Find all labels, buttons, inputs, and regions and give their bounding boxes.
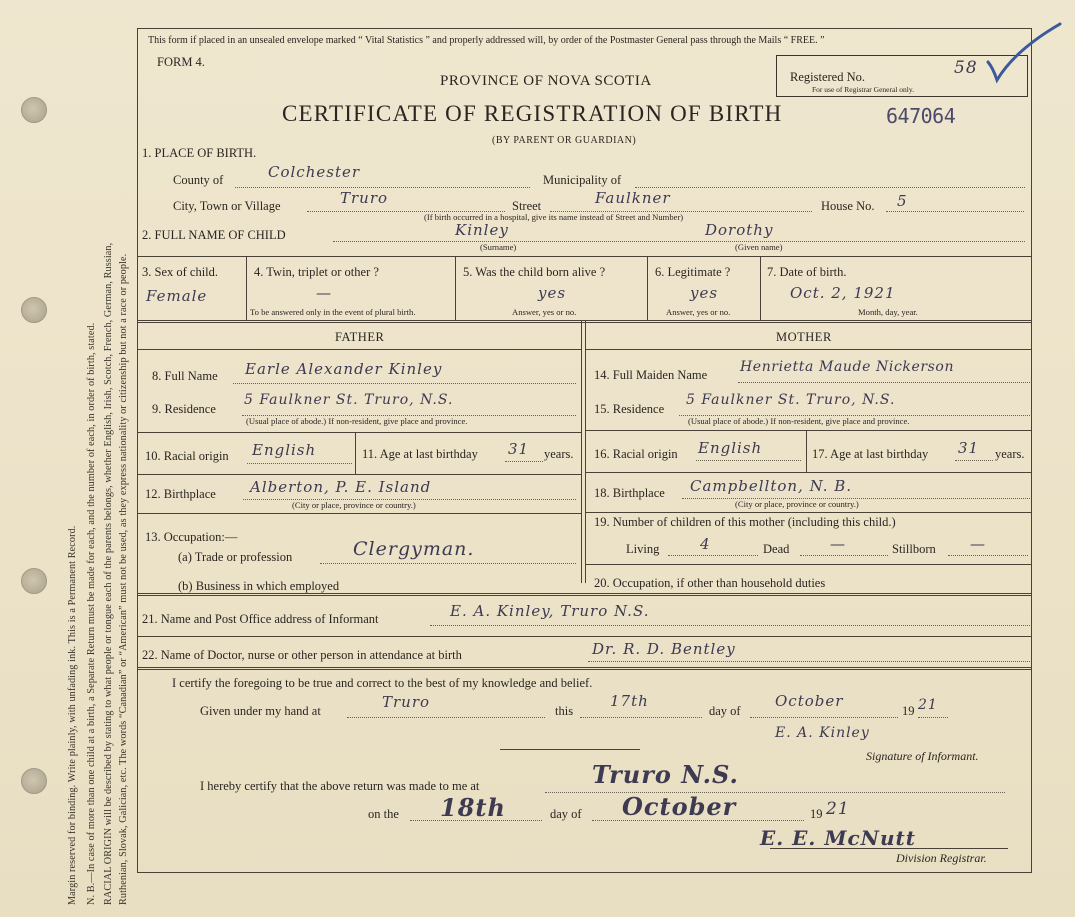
given-place-line — [347, 717, 545, 718]
section-divider — [138, 667, 1031, 670]
mother-name-line — [738, 382, 1030, 383]
living-label: Living — [626, 542, 660, 556]
check-mark-icon — [985, 22, 1063, 87]
mother-racial-line — [696, 460, 801, 461]
registrar-dayof-label: day of — [550, 807, 582, 821]
dead-label: Dead — [763, 542, 790, 556]
dead-line — [800, 555, 888, 556]
side-note-binding: Margin reserved for binding. Write plainly, with unfading ink. This is a Permanent Record. — [67, 525, 78, 905]
doctor-value: Dr. R. D. Bentley — [592, 640, 736, 658]
municipality-label: Municipality of — [543, 173, 622, 187]
given-dayof-label: day of — [709, 704, 741, 718]
row-divider — [138, 636, 1031, 637]
stillborn-line — [948, 555, 1028, 556]
registrar-signature: E. E. McNutt — [760, 826, 916, 850]
column-divider — [355, 432, 356, 474]
mother-name-value: Henrietta Maude Nickerson — [740, 359, 955, 375]
column-divider — [455, 256, 456, 320]
row-divider — [138, 349, 581, 350]
registered-number: 58 — [954, 58, 978, 78]
mother-birthplace-label: 18. Birthplace — [594, 486, 665, 500]
father-age-line — [505, 461, 543, 462]
registrar-on-label: on the — [368, 807, 399, 821]
twin-label: 4. Twin, triplet or other ? — [254, 265, 379, 279]
row-divider — [586, 430, 1031, 431]
certificate-number: 647064 — [886, 104, 956, 128]
row-divider — [138, 432, 581, 433]
form-number: FORM 4. — [157, 55, 205, 69]
informant-label: 21. Name and Post Office address of Informant — [142, 612, 379, 626]
child-surname: Kinley — [455, 221, 509, 239]
born-alive-value: yes — [538, 284, 567, 302]
city-label: City, Town or Village — [173, 199, 281, 213]
father-residence-value: 5 Faulkner St. Truro, N.S. — [244, 392, 454, 408]
mother-age-value: 31 — [958, 439, 980, 457]
mother-children-label: 19. Number of children of this mother (including this child.) — [594, 515, 896, 529]
given-year-line — [918, 717, 948, 718]
city-value: Truro — [340, 189, 389, 207]
short-rule — [500, 749, 640, 750]
dead-value: — — [830, 535, 846, 553]
this-label: this — [555, 704, 574, 718]
registrar-place-line — [545, 792, 1005, 793]
registrar-text: I hereby certify that the above return was made to me at — [200, 779, 480, 793]
given-year-value: 21 — [918, 697, 938, 713]
parents-center-divider — [581, 320, 582, 583]
mother-years-label: years. — [995, 447, 1025, 461]
row-divider — [138, 256, 1031, 257]
side-note-nb: N. B.—In case of more than one child at a birth, a Separate Return must be made for each, and the number of each, in order of birth, stated. — [86, 322, 97, 905]
father-residence-label: 9. Residence — [152, 402, 216, 416]
certify-text: I certify the foregoing to be true and correct to the best of my knowledge and belief. — [172, 676, 593, 690]
section-divider — [138, 593, 1031, 596]
father-birthplace-note: (City or place, province or country.) — [292, 500, 416, 510]
informant-signature: E. A. Kinley — [775, 725, 870, 741]
child-given-name: Dorothy — [705, 221, 774, 239]
given-place-value: Truro — [382, 693, 431, 711]
father-business-label: (b) Business in which employed — [178, 579, 340, 593]
binding-hole — [21, 297, 47, 323]
row-divider — [586, 472, 1031, 473]
certificate-title: CERTIFICATE OF REGISTRATION OF BIRTH — [282, 101, 783, 126]
mother-residence-label: 15. Residence — [594, 402, 665, 416]
twin-value: — — [316, 284, 332, 302]
county-line — [235, 187, 530, 188]
sex-label: 3. Sex of child. — [142, 265, 219, 279]
given-month-value: October — [775, 692, 844, 710]
child-name-line — [333, 241, 1025, 242]
house-number-value: 5 — [897, 192, 908, 210]
signature-line — [770, 848, 1008, 849]
row-divider — [138, 474, 581, 475]
birth-date-value: Oct. 2, 1921 — [790, 284, 896, 302]
mother-heading: MOTHER — [776, 330, 832, 344]
father-trade-value: Clergyman. — [353, 538, 475, 560]
born-alive-note: Answer, yes or no. — [512, 307, 577, 317]
registrar-day-value: 18th — [440, 793, 506, 822]
father-heading: FATHER — [335, 330, 385, 344]
binding-hole — [21, 97, 47, 123]
doctor-line — [588, 661, 1030, 662]
sex-value: Female — [146, 287, 208, 305]
row-divider — [586, 564, 1031, 565]
father-age-label: 11. Age at last birthday — [362, 447, 478, 461]
given-name-note: (Given name) — [735, 242, 783, 252]
binding-hole — [21, 568, 47, 594]
mother-racial-label: 16. Racial origin — [594, 447, 678, 461]
mother-name-label: 14. Full Maiden Name — [594, 368, 708, 382]
father-years-label: years. — [544, 447, 574, 461]
street-value: Faulkner — [595, 189, 671, 207]
side-note-racial-1: RACIAL ORIGIN will be described by stating to what people or tongue each of the parents belongs, whether English, Irish, Scotch, French, German, Russian, — [103, 242, 114, 905]
mother-racial-value: English — [698, 439, 763, 457]
given-under-label: Given under my hand at — [200, 704, 321, 718]
mother-residence-value: 5 Faulkner St. Truro, N.S. — [686, 392, 896, 408]
row-divider — [586, 512, 1031, 513]
living-line — [668, 555, 758, 556]
twin-note: To be answered only in the event of plural birth. — [250, 307, 416, 317]
hospital-note: (If birth occurred in a hospital, give its name instead of Street and Number) — [424, 212, 684, 222]
birth-date-note: Month, day, year. — [858, 307, 918, 317]
legitimate-label: 6. Legitimate ? — [655, 265, 731, 279]
certificate-subtitle: (BY PARENT OR GUARDIAN) — [492, 135, 637, 146]
given-year-prefix: 19 — [902, 704, 915, 718]
column-divider — [806, 430, 807, 472]
parents-center-divider — [585, 320, 586, 583]
informant-signature-label: Signature of Informant. — [866, 749, 979, 763]
child-name-label: 2. FULL NAME OF CHILD — [142, 228, 286, 242]
registered-note: For use of Registrar General only. — [812, 85, 914, 94]
father-racial-label: 10. Racial origin — [145, 449, 229, 463]
stillborn-label: Stillborn — [892, 542, 936, 556]
registrar-title: Division Registrar. — [896, 851, 987, 865]
place-of-birth-heading: 1. PLACE OF BIRTH. — [142, 146, 257, 160]
father-birthplace-value: Alberton, P. E. Island — [250, 478, 432, 496]
given-day-value: 17th — [610, 692, 649, 710]
given-month-line — [750, 717, 898, 718]
province-heading: PROVINCE OF NOVA SCOTIA — [440, 73, 652, 89]
born-alive-label: 5. Was the child born alive ? — [463, 265, 606, 279]
house-line — [886, 211, 1024, 212]
side-note-racial-2: Ruthenian, Slovak, Galician, etc. The words “Canadian” or “American” must not be used, as they express nationality or citizenship but not a race or people. — [118, 253, 129, 905]
registrar-year-prefix: 19 — [810, 807, 823, 821]
mother-occupation-label: 20. Occupation, if other than household duties — [594, 576, 826, 590]
father-trade-label: (a) Trade or profession — [178, 550, 293, 564]
mother-birthplace-value: Campbellton, N. B. — [690, 477, 853, 495]
postal-notice: This form if placed in an unsealed envelope marked “ Vital Statistics ” and properly addressed will, by order of the Postmaster General pass through the Mails “ FREE. ” — [148, 35, 825, 46]
municipality-line — [635, 187, 1025, 188]
mother-birthplace-note: (City or place, province or country.) — [735, 499, 859, 509]
registrar-place-value: Truro N.S. — [592, 760, 739, 789]
column-divider — [647, 256, 648, 320]
county-label: County of — [173, 173, 224, 187]
birth-date-label: 7. Date of birth. — [767, 265, 847, 279]
mother-age-line — [955, 460, 993, 461]
legitimate-note: Answer, yes or no. — [666, 307, 731, 317]
row-divider — [138, 513, 581, 514]
father-occupation-label: 13. Occupation:— — [145, 530, 238, 544]
mother-residence-note: (Usual place of abode.) If non-resident, give place and province. — [688, 416, 910, 426]
street-label: Street — [512, 199, 542, 213]
father-age-value: 31 — [508, 440, 530, 458]
registrar-year-value: 21 — [826, 799, 850, 819]
house-number-label: House No. — [821, 199, 875, 213]
father-birthplace-label: 12. Birthplace — [145, 487, 216, 501]
registered-label: Registered No. — [790, 70, 865, 84]
mother-age-label: 17. Age at last birthday — [812, 447, 929, 461]
surname-note: (Surname) — [480, 242, 517, 252]
registrar-month-value: October — [622, 792, 737, 821]
father-racial-line — [247, 463, 352, 464]
column-divider — [760, 256, 761, 320]
father-name-label: 8. Full Name — [152, 369, 218, 383]
stillborn-value: — — [970, 535, 986, 553]
given-day-line — [580, 717, 702, 718]
father-trade-line — [320, 563, 576, 564]
father-name-value: Earle Alexander Kinley — [245, 360, 443, 378]
legitimate-value: yes — [690, 284, 719, 302]
father-name-line — [233, 383, 576, 384]
informant-line — [430, 625, 1030, 626]
binding-hole — [21, 768, 47, 794]
column-divider — [246, 256, 247, 320]
father-racial-value: English — [252, 441, 317, 459]
living-value: 4 — [700, 535, 711, 553]
informant-value: E. A. Kinley, Truro N.S. — [450, 602, 650, 620]
doctor-label: 22. Name of Doctor, nurse or other person in attendance at birth — [142, 648, 462, 662]
row-divider — [586, 349, 1031, 350]
father-residence-note: (Usual place of abode.) If non-resident, give place and province. — [246, 416, 468, 426]
county-value: Colchester — [268, 163, 361, 181]
